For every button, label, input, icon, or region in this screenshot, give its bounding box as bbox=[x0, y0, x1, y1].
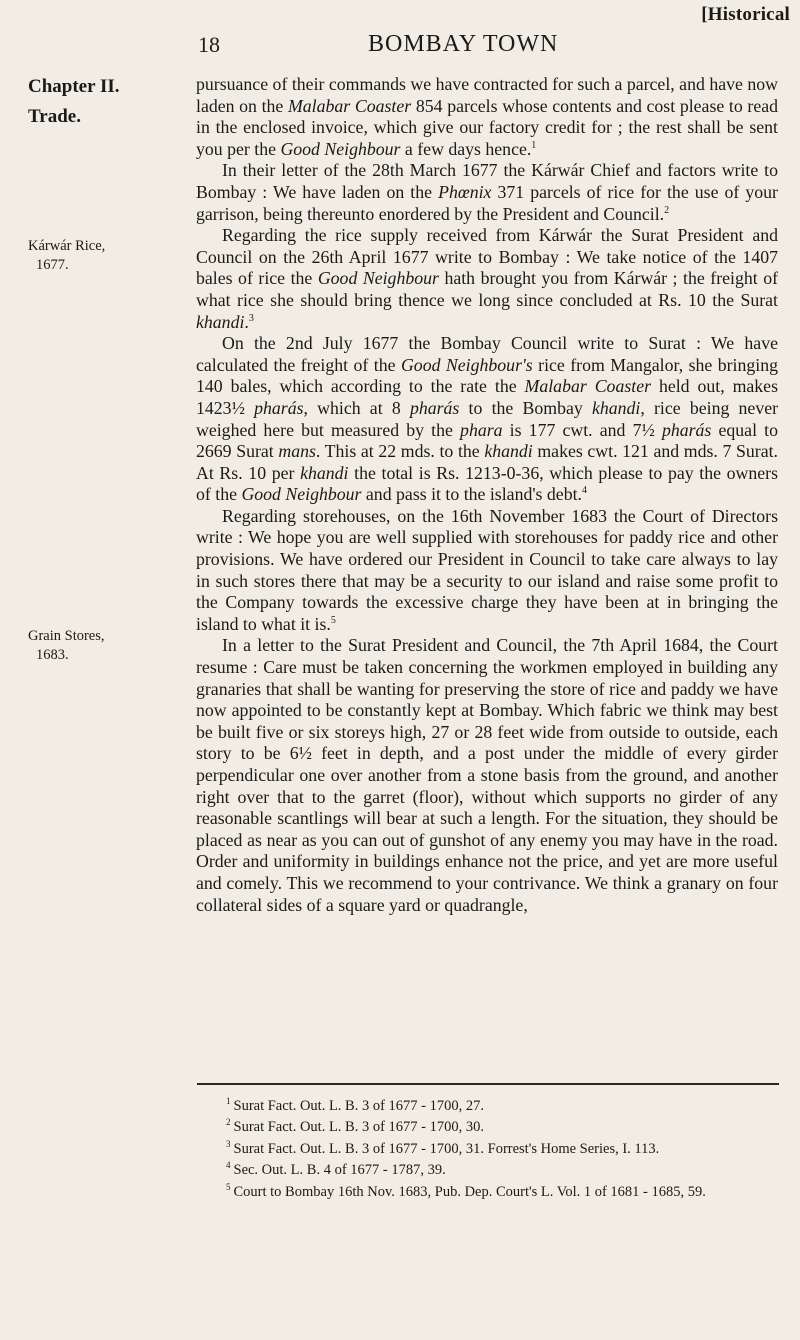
text-run: a few days hence. bbox=[400, 138, 532, 159]
text-run: , which at 8 bbox=[303, 397, 410, 418]
footnote-ref: 4 bbox=[581, 485, 587, 497]
footnote-text: Surat Fact. Out. L. B. 3 of 1677 - 1700, 30. bbox=[233, 1119, 485, 1136]
subject-label: Trade. bbox=[28, 106, 81, 127]
running-title: BOMBAY TOWN bbox=[368, 31, 559, 57]
margin-note-line: 1677. bbox=[36, 257, 69, 273]
text-run: 371 parcels of rice for the use of your garrison, being thereunto enordered by the President and Council. bbox=[196, 181, 778, 224]
text-run: In their letter of the 28th March 1677 the Kárwár Chief and factors write to Bombay : We have laden on the bbox=[196, 160, 778, 202]
page-number: 18 bbox=[198, 32, 220, 57]
text-run: . This at 22 mds. to the bbox=[315, 441, 485, 462]
footnote-text: Sec. Out. L. B. 4 of 1677 - 1787, 39. bbox=[233, 1162, 446, 1179]
italic-term: Good Neighbour bbox=[317, 268, 439, 289]
footnote bbox=[226, 1114, 781, 1135]
italic-term: phara bbox=[460, 419, 503, 440]
paragraph bbox=[196, 225, 778, 333]
footnote-number: 5 bbox=[226, 1181, 231, 1192]
margin-note-grain-stores bbox=[28, 627, 168, 665]
paragraph bbox=[196, 333, 778, 506]
italic-term: Malabar Coaster bbox=[287, 95, 412, 116]
margin-note-line: Grain Stores, bbox=[28, 628, 105, 644]
paragraph bbox=[196, 635, 778, 916]
text-run: , rice being never weighed here but measured by the bbox=[196, 397, 779, 440]
footnotes bbox=[226, 1093, 781, 1200]
footnote-number: 4 bbox=[226, 1160, 231, 1171]
chapter-label: Chapter II. bbox=[28, 76, 120, 97]
footnote bbox=[226, 1136, 781, 1157]
paragraph bbox=[196, 506, 778, 636]
footnote-text: Court to Bombay 16th Nov. 1683, Pub. Dep. Court's L. Vol. 1 of 1681 - 1685, 59. bbox=[233, 1183, 706, 1200]
margin-note-line: 1683. bbox=[36, 647, 69, 663]
text-run: In a letter to the Surat President and Council, the 7th April 1684, the Court resume : Care must be taken concerning the workmen employed in building any granaries that shall be wanting for preserving the store of rice and paddy we have now appointed to be constantly kept at Bombay. Which fabric we think may best be built five or six storeys high, 27 or 28 feet wide from outside to outside, each story to be 6½ feet in depth, and a post under the middle of every girder perpendicular one over another from a stone basis from the ground, and another right over that to the garret (floor), without which supports no girder of any reasonable scantlings will bear at such a length. For the situation, they should be placed as near as you can out of gunshot of any enemy you may have in the road. Order and uniformity in buildings enhance not the price, and yet are more useful and comely. This we recommend to your contrivance. We think a granary on four collateral sides of a square yard or quadrangle, bbox=[196, 635, 778, 915]
margin-note-karwar-rice bbox=[28, 237, 168, 275]
text-run: . bbox=[244, 311, 249, 332]
italic-term: pharás bbox=[254, 397, 304, 418]
text-run: to the Bombay bbox=[459, 397, 592, 418]
text-run: pursuance of their commands we have contracted for such a parcel, and have now laden on the bbox=[196, 74, 778, 116]
footnote-rule bbox=[197, 1083, 779, 1085]
margin-note-line: Kárwár Rice, bbox=[28, 238, 106, 254]
footnote bbox=[226, 1179, 781, 1200]
italic-term: Good Neighbour bbox=[280, 138, 401, 159]
text-run: held out, makes 1423½ bbox=[196, 376, 778, 418]
text-run: rice from Mangalor, she bringing 140 bales, which according to the rate the bbox=[196, 354, 778, 397]
margin-chapter-heading bbox=[28, 72, 168, 132]
footnote-number: 1 bbox=[226, 1096, 231, 1106]
text-run: On the 2nd July 1677 the Bombay Council write to Surat : We have calculated the freight of the bbox=[196, 333, 778, 375]
italic-term: pharás bbox=[661, 419, 712, 440]
text-run: hath brought you from Kárwár ; the freight of what rice she should bring thence we long since concluded at Rs. 10 the Surat bbox=[196, 268, 779, 310]
italic-term: khandi bbox=[300, 462, 349, 483]
footnote-ref: 5 bbox=[330, 614, 336, 626]
text-run: the total is Rs. 1213-0-36, which please to pay the owners of the bbox=[196, 462, 778, 505]
footnote-number: 2 bbox=[226, 1117, 231, 1128]
footnote-text: Surat Fact. Out. L. B. 3 of 1677 - 1700, 31. Forrest's Home Series, I. 113. bbox=[233, 1140, 660, 1157]
italic-term: mans bbox=[278, 441, 316, 462]
body-text bbox=[196, 74, 778, 916]
footnote-ref: 3 bbox=[248, 312, 254, 324]
paragraph bbox=[196, 74, 778, 160]
footnote-ref: 1 bbox=[531, 139, 537, 151]
italic-term: Malabar Coaster bbox=[524, 376, 652, 397]
text-run: is 177 cwt. and 7½ bbox=[502, 419, 662, 440]
italic-term: Good Neighbour's bbox=[400, 354, 533, 375]
italic-term: khandi bbox=[196, 311, 245, 332]
text-run: makes cwt. 121 and mds. 7 Surat. At Rs. 10 per bbox=[196, 441, 778, 483]
section-label: [Historical bbox=[701, 4, 790, 25]
footnote-number: 3 bbox=[226, 1138, 231, 1149]
text-run: 854 parcels whose contents and cost please to read in the enclosed invoice, which give our factory credit for ; the rest shall be sent you per the bbox=[196, 95, 778, 159]
italic-term: Good Neighbour bbox=[241, 484, 362, 505]
footnote-ref: 2 bbox=[664, 204, 670, 216]
text-run: equal to 2669 Surat bbox=[196, 419, 778, 462]
italic-term: pharás bbox=[409, 397, 460, 418]
italic-term: khandi bbox=[484, 441, 533, 462]
paragraph bbox=[196, 160, 778, 225]
footnote bbox=[226, 1157, 781, 1178]
italic-term: Phœnix bbox=[438, 181, 492, 202]
footnote-text: Surat Fact. Out. L. B. 3 of 1677 - 1700, 27. bbox=[233, 1097, 485, 1114]
text-run: Regarding storehouses, on the 16th November 1683 the Court of Directors write : We hope you are well supplied with storehouses for paddy rice and other provisions. We have ordered our President in Council to take care always to lay in such stores there that may be a security to our island and raise some profit to the Company towards the excessive charge they have been at in bringing the island to what it is. bbox=[196, 505, 778, 634]
italic-term: khandi bbox=[591, 397, 641, 418]
footnote bbox=[226, 1093, 781, 1114]
text-run: and pass it to the island's debt. bbox=[361, 484, 582, 505]
text-run: Regarding the rice supply received from Kárwár the Surat President and Council on the 26th April 1677 write to Bombay : We take notice of the 1407 bales of rice the bbox=[196, 225, 778, 289]
